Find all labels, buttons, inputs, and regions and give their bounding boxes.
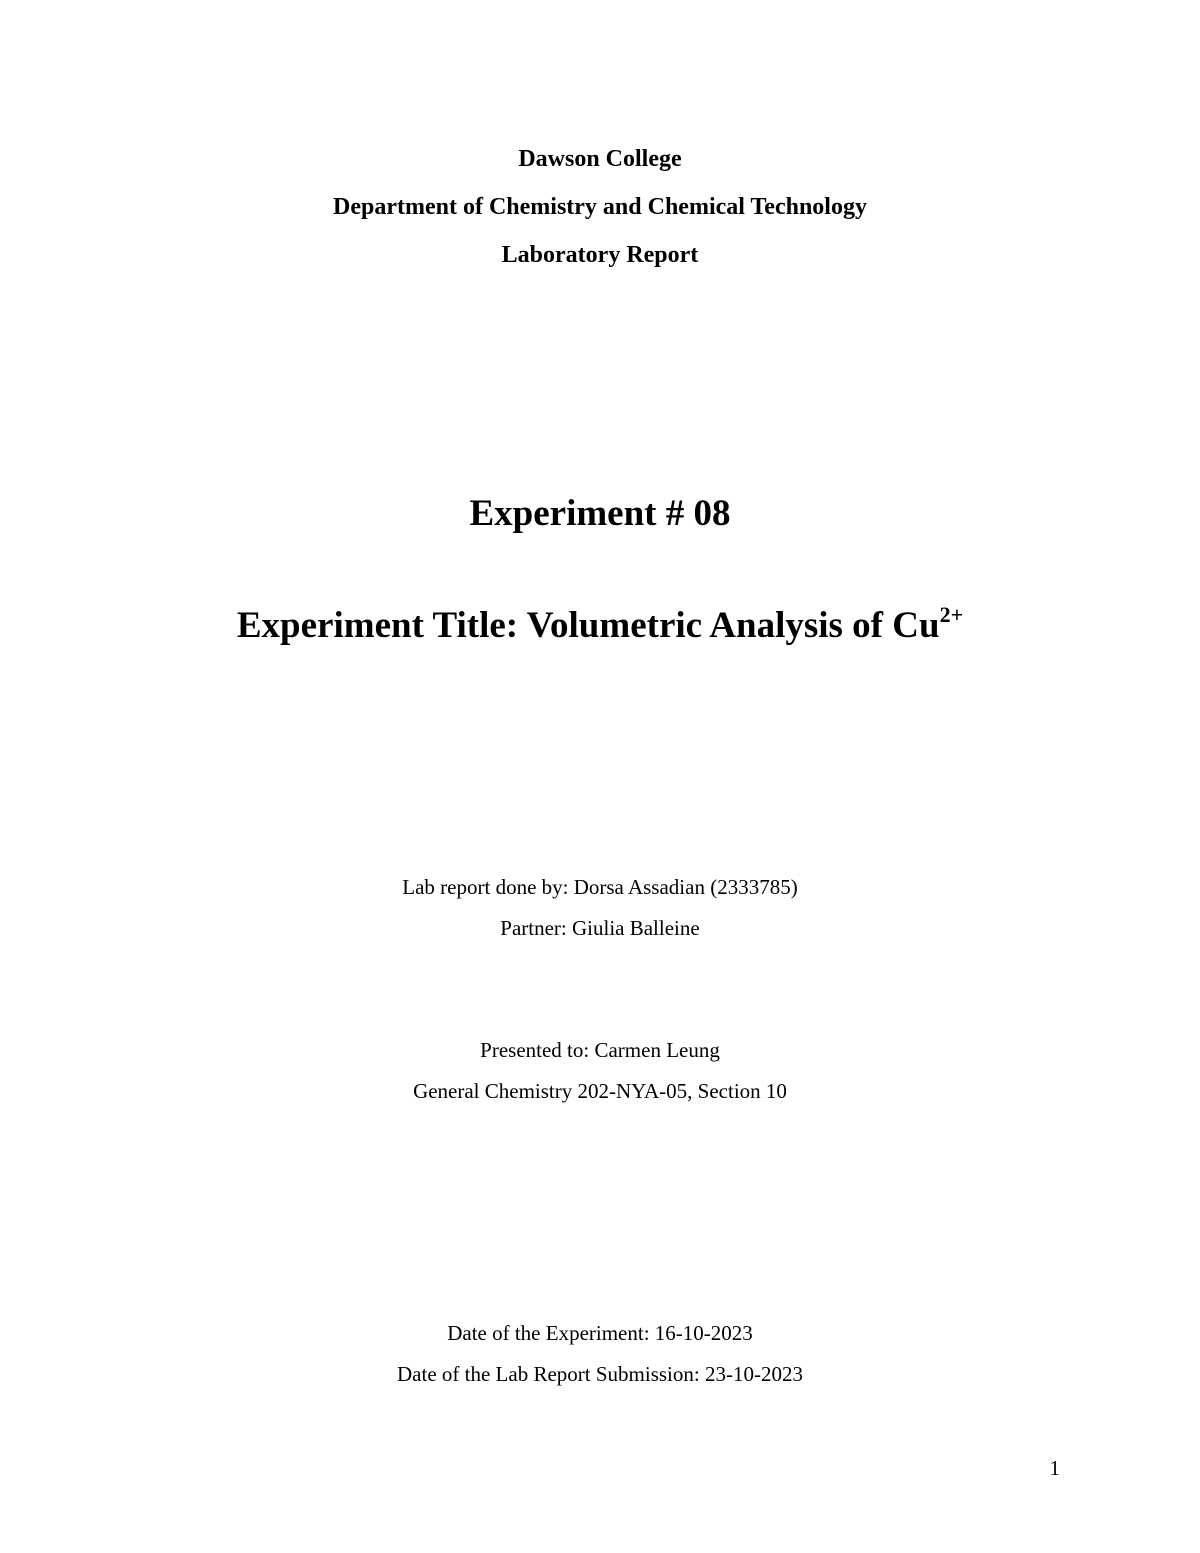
experiment-title bbox=[0, 602, 1200, 646]
institution-name: Dawson College bbox=[518, 146, 682, 172]
experiment-title-superscript: 2+ bbox=[939, 602, 964, 627]
department-name: Department of Chemistry and Chemical Technology bbox=[333, 194, 867, 220]
experiment-title-text: Experiment Title: Volumetric Analysis of Cu bbox=[236, 605, 940, 646]
experiment-number: Experiment # 08 bbox=[469, 493, 731, 534]
author-line: Lab report done by: Dorsa Assadian (2333785) bbox=[402, 875, 798, 899]
presented-to-line: Presented to: Carmen Leung bbox=[480, 1038, 720, 1062]
document-type: Laboratory Report bbox=[501, 242, 699, 268]
page-number: 1 bbox=[1049, 1456, 1060, 1480]
experiment-date-line: Date of the Experiment: 16-10-2023 bbox=[447, 1321, 753, 1345]
course-section-line: General Chemistry 202-NYA-05, Section 10 bbox=[413, 1079, 787, 1103]
submission-date-line: Date of the Lab Report Submission: 23-10-2023 bbox=[397, 1362, 803, 1386]
partner-line: Partner: Giulia Balleine bbox=[500, 916, 700, 940]
